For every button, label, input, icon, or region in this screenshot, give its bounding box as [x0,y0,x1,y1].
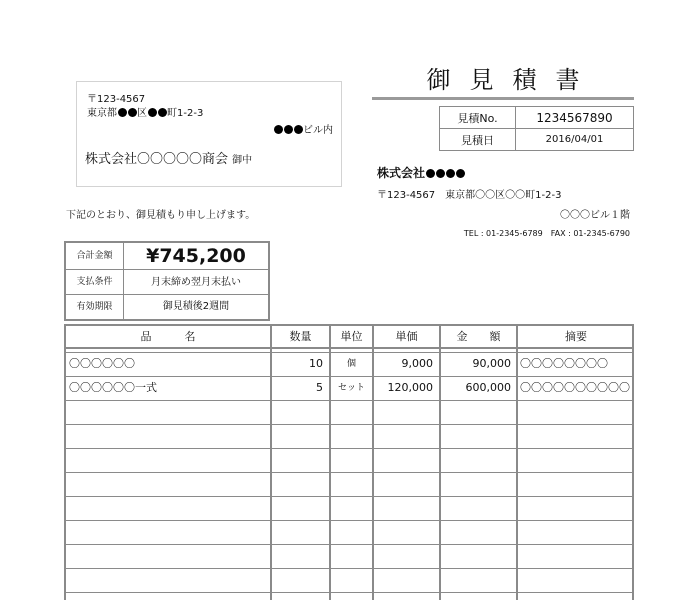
redaction-dot-icon [446,169,455,178]
payment-value: 月末締め翌月末払い [151,277,241,288]
redaction-dot-icon [118,108,127,117]
sender-building: 〇〇〇ビル１階 [560,210,630,221]
row1-price: 9,000 [401,357,433,370]
estimate-number-value: 1234567890 [516,107,634,129]
row1-unit: 個 [346,359,356,369]
intro-text: 下記のとおり、御見積もり申し上げます。 [66,210,256,221]
redaction-dot-icon [158,108,167,117]
header-item: 品 名 [140,330,196,343]
row2-amount: 600,000 [465,381,511,394]
header-note: 摘要 [565,330,587,343]
recipient-pref: 東京都 [87,108,117,119]
recipient-address-box [76,81,342,187]
redaction-dot-icon [426,169,435,178]
redaction-dot-icon [148,108,157,117]
row-divider [66,400,632,401]
recipient-cho: 町1-2-3 [167,108,204,119]
estimate-date-row [440,129,634,151]
validity-value: 御見積後2週間 [162,301,230,312]
summary-box [64,241,270,321]
estimate-date-value: 2016/04/01 [516,129,634,151]
row-divider [66,520,632,521]
sender-tel-fax: TEL : 01-2345-6789 FAX : 01-2345-6790 [463,229,630,238]
total-value: ¥745,200 [146,245,246,267]
header-divider [66,347,632,349]
recipient-name-line [85,148,252,167]
row1-qty: 10 [309,357,323,370]
validity-row [66,295,268,319]
row-divider [66,448,632,449]
estimate-number-row [440,107,634,129]
payment-label: 支払条件 [66,270,124,294]
row2-qty: 5 [316,381,323,394]
validity-label: 有効期限 [66,295,124,319]
redaction-dot-icon [436,169,445,178]
row2-note: 〇〇〇〇〇〇〇〇〇〇 [520,381,630,394]
row2-unit: セット [337,383,365,393]
row-divider [66,568,632,569]
recipient-name: 株式会社〇〇〇〇〇商会 [85,152,229,167]
estimate-info-table [439,106,634,151]
recipient-honorific: 御中 [232,155,253,166]
column-divider [516,326,518,600]
estimate-number-label: 見積No. [440,107,516,129]
row-divider [66,472,632,473]
redaction-dot-icon [274,125,283,134]
recipient-building-suffix: ビル内 [303,125,333,136]
recipient-postal: 〒123-4567 [87,94,146,105]
row-divider [66,544,632,545]
redaction-dot-icon [128,108,137,117]
redaction-dot-icon [456,169,465,178]
recipient-address-line [87,104,203,119]
header-qty: 数量 [289,330,312,343]
redaction-dot-icon [284,125,293,134]
row1-item: 〇〇〇〇〇〇 [69,357,135,370]
redaction-dot-icon [294,125,303,134]
sender-address: 〒123-4567 東京都〇〇区〇〇町1-2-3 [377,190,562,201]
row-divider [66,496,632,497]
row-divider [66,592,632,593]
row2-price: 120,000 [387,381,433,394]
header-amount: 金 額 [456,330,501,343]
recipient-ku: 区 [137,108,147,119]
sender-company [377,164,465,181]
estimate-date-label: 見積日 [440,129,516,151]
total-row [66,243,268,270]
sender-company-prefix: 株式会社 [377,166,426,180]
payment-row [66,270,268,295]
items-table [64,324,634,600]
header-unit: 単位 [340,330,363,343]
row-divider [66,424,632,425]
total-label: 合計金額 [66,243,124,269]
row1-note: 〇〇〇〇〇〇〇〇 [520,357,608,370]
header-price: 単価 [395,330,418,343]
document-title: 御見積書 [372,62,634,100]
row1-amount: 90,000 [472,357,511,370]
row2-item: 〇〇〇〇〇〇一式 [69,381,157,394]
recipient-building-line [273,121,333,136]
